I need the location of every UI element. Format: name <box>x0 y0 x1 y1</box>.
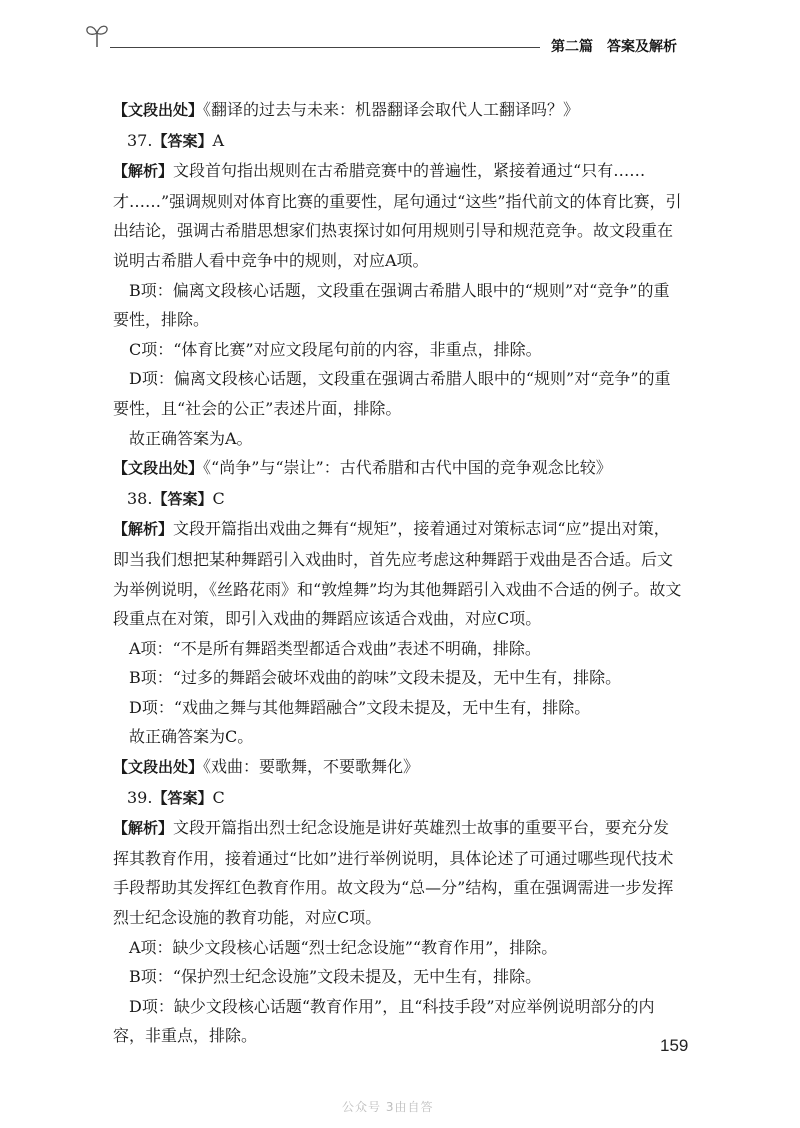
source-line-38 <box>113 453 685 484</box>
answer-content <box>113 95 685 1051</box>
conclusion: 故正确答案为C。 <box>129 727 254 747</box>
source-line-39 <box>113 752 685 783</box>
question-number: 39. <box>127 787 153 807</box>
source-text: 《翻译的过去与未来：机器翻译会取代人工翻译吗？》 <box>203 100 580 119</box>
option-analysis: B项：“保护烈士纪念设施”文段未提及，无中生有，排除。 <box>129 967 542 987</box>
page-number: 159 <box>660 1036 689 1055</box>
header-rule <box>110 47 540 48</box>
source-line-37 <box>113 95 685 126</box>
answer-value: C <box>212 787 225 807</box>
source-text: 《戏曲：要歌舞，不要歌舞化》 <box>203 757 420 777</box>
answer-line-37 <box>113 126 685 157</box>
source-text: 《“尚争”与“崇让”：古代希腊和古代中国的竞争观念比较》 <box>203 458 612 478</box>
question-number: 37. <box>127 130 153 150</box>
analysis-label: 【解析】 <box>113 162 174 181</box>
answer-line-39 <box>113 783 685 814</box>
option-analysis: D项：“戏曲之舞与其他舞蹈融合”文段未提及，无中生有，排除。 <box>129 697 591 717</box>
analysis-label: 【解析】 <box>113 520 174 539</box>
option-analysis: D项：缺少文段核心话题“教育作用”，且“科技手段”对应举例说明部分的内容，非重点，排除。 <box>113 996 655 1046</box>
source-label: 【文段出处】 <box>113 758 204 777</box>
question-number: 38. <box>127 488 153 508</box>
analysis-paragraph-39 <box>113 813 685 932</box>
watermark: 公众号 3由自答 <box>342 1100 434 1114</box>
analysis-text: 文段开篇指出烈士纪念设施是讲好英雄烈士故事的重要平台，要充分发挥其教育作用，接着通过“比如”进行举例说明，具体论述了可通过哪些现代技术手段帮助其发挥红色教育作用。故文段为“总—分”结构，重在强调需进一步发挥烈士纪念设施的教育功能，对应C项。 <box>113 818 674 928</box>
answer-label: 【答案】 <box>152 788 213 807</box>
option-analysis: B项：“过多的舞蹈会破坏戏曲的韵味”文段未提及，无中生有，排除。 <box>129 668 622 688</box>
option-analysis: D项：偏离文段核心话题，文段重在强调古希腊人眼中的“规则”对“竞争”的重要性，且“社会的公正”表述片面，排除。 <box>113 369 671 418</box>
analysis-label: 【解析】 <box>113 819 174 838</box>
analysis-text: 文段首句指出规则在古希腊竞赛中的普遍性，紧接着通过“只有……才……”强调规则对体育比赛的重要性，尾句通过“这些”指代前文的体育比赛，引出结论，强调古希腊思想家们热衷探讨如何用规则引导和规范竞争。故文段重在说明古希腊人看中竞争中的规则，对应A项。 <box>113 161 682 270</box>
option-analysis: A项：“不是所有舞蹈类型都适合戏曲”表述不明确，排除。 <box>129 638 541 658</box>
answer-line-38 <box>113 484 685 515</box>
conclusion: 故正确答案为A。 <box>129 428 253 448</box>
answer-value: C <box>212 488 225 508</box>
option-analysis: B项：偏离文段核心话题，文段重在强调古希腊人眼中的“规则”对“竞争”的重要性，排除。 <box>113 280 670 330</box>
analysis-paragraph-38 <box>113 514 685 633</box>
source-label: 【文段出处】 <box>113 459 204 478</box>
sprout-icon <box>84 20 110 48</box>
analysis-text: 文段开篇指出戏曲之舞有“规矩”，接着通过对策标志词“应”提出对策，即当我们想把某种舞蹈引入戏曲时，首先应考虑这种舞蹈于戏曲是否合适。后文为举例说明，《丝路花雨》和“敦煌舞”均为其他舞蹈引入戏曲不合适的例子。故文段重点在对策，即引入戏曲的舞蹈应该适合戏曲，对应C项。 <box>113 519 682 629</box>
answer-value: A <box>212 130 225 150</box>
analysis-paragraph-37 <box>113 156 685 275</box>
header-title: 第二篇 答案及解析 <box>551 39 677 55</box>
page-header <box>0 0 800 70</box>
answer-label: 【答案】 <box>152 131 213 150</box>
answer-label: 【答案】 <box>152 489 213 508</box>
source-label: 【文段出处】 <box>113 101 204 119</box>
option-analysis: C项：“体育比赛”对应文段尾句前的内容，非重点，排除。 <box>129 339 542 359</box>
option-analysis: A项：缺少文段核心话题“烈士纪念设施”“教育作用”，排除。 <box>129 937 558 957</box>
